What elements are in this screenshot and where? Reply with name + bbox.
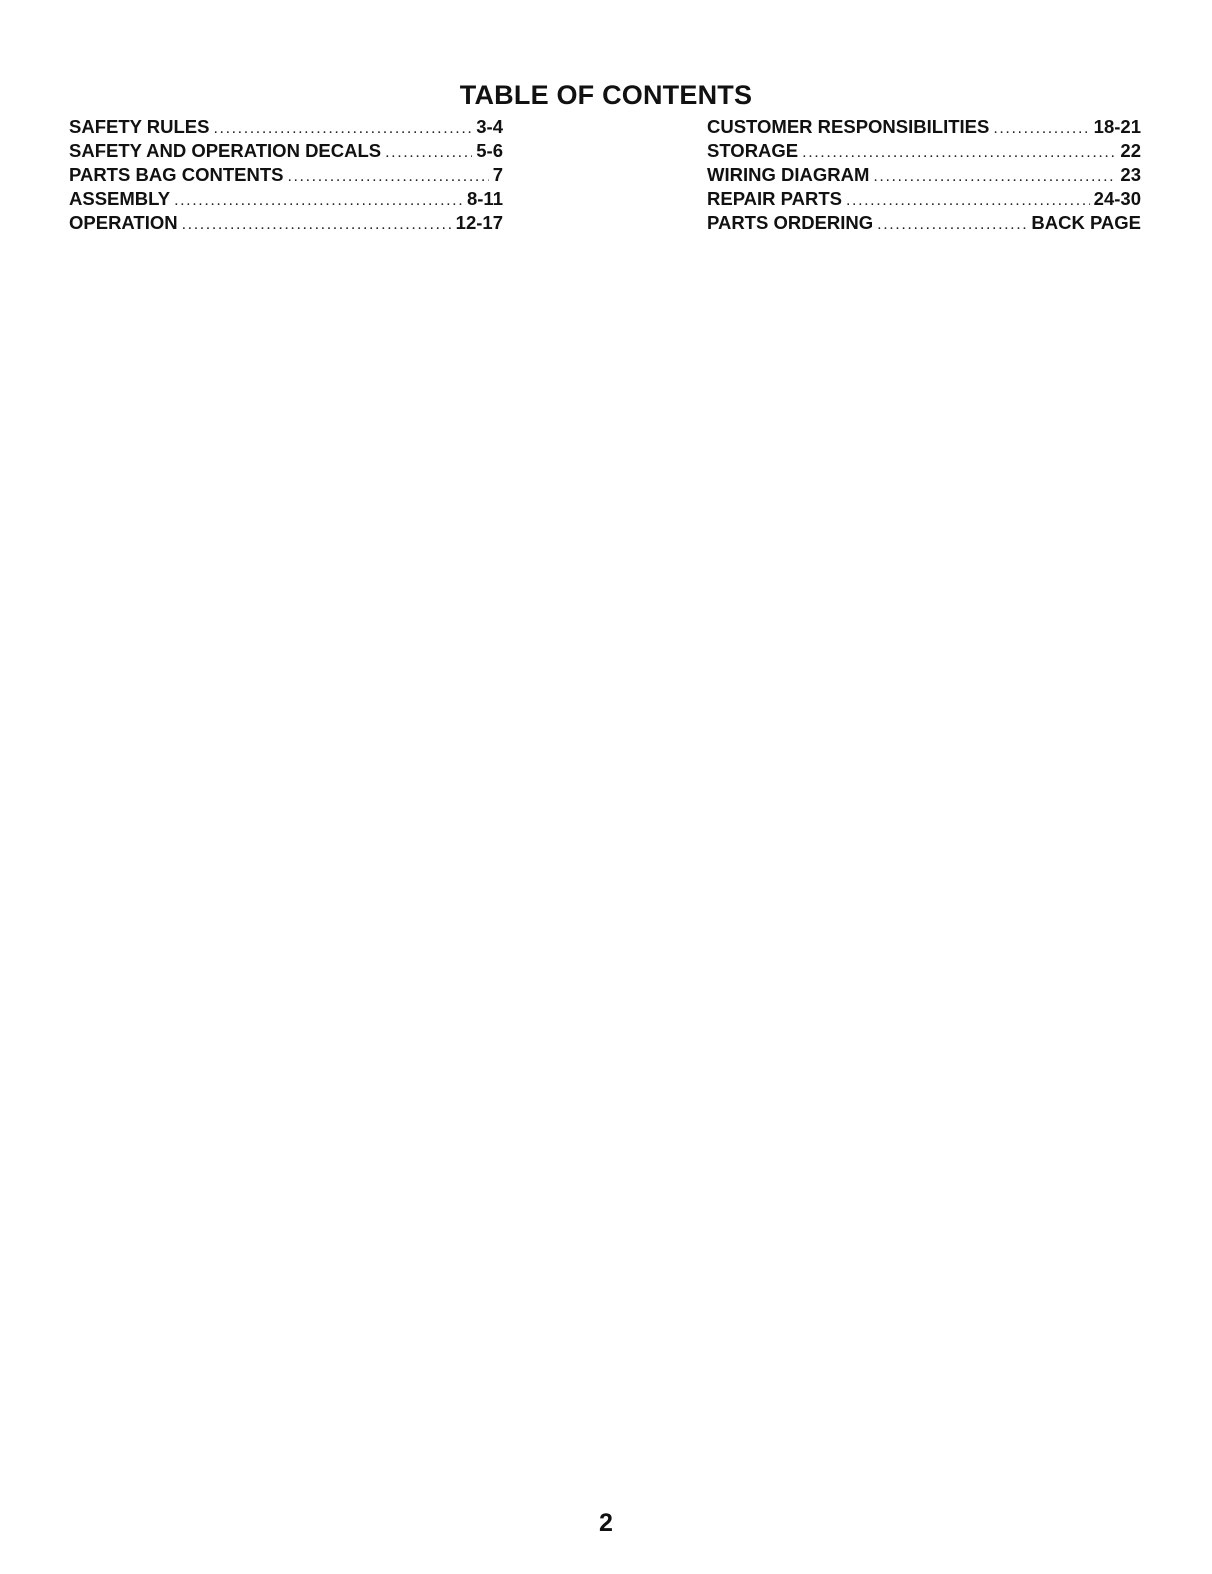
toc-entry[interactable] bbox=[707, 164, 1141, 188]
toc-leader-dots bbox=[846, 192, 1090, 210]
toc-leader-dots bbox=[993, 120, 1089, 138]
toc-entry-label: OPERATION bbox=[69, 212, 178, 233]
toc-entry-label: REPAIR PARTS bbox=[707, 188, 842, 209]
toc-entry-label: STORAGE bbox=[707, 140, 799, 161]
toc-entry[interactable] bbox=[707, 212, 1141, 236]
toc-right-column bbox=[707, 116, 1141, 236]
toc-entry-pages: 23 bbox=[1120, 164, 1141, 185]
toc-entry[interactable] bbox=[69, 188, 503, 212]
toc-leader-dots bbox=[802, 144, 1116, 162]
toc-entry-pages: 24-30 bbox=[1093, 188, 1141, 209]
toc-entry-pages: 3-4 bbox=[476, 116, 503, 137]
toc-entry-pages: 8-11 bbox=[466, 188, 503, 209]
toc-entry[interactable] bbox=[69, 164, 503, 188]
page-number: 2 bbox=[599, 1509, 613, 1537]
toc-entry-label: ASSEMBLY bbox=[69, 188, 171, 209]
toc-entry-label: PARTS ORDERING bbox=[707, 212, 874, 233]
toc-leader-dots bbox=[213, 120, 472, 138]
toc-entry-label: CUSTOMER RESPONSIBILITIES bbox=[707, 116, 990, 137]
toc-leader-dots bbox=[174, 192, 463, 210]
toc-leader-dots bbox=[182, 216, 452, 234]
toc-entry-pages: 7 bbox=[492, 164, 503, 185]
toc-entry-label: SAFETY AND OPERATION DECALS bbox=[69, 140, 382, 161]
toc-entry[interactable] bbox=[707, 188, 1141, 212]
toc-entry[interactable] bbox=[69, 140, 503, 164]
toc-leader-dots bbox=[287, 168, 488, 186]
toc-entry-label: WIRING DIAGRAM bbox=[707, 164, 870, 185]
toc-entry-pages: 22 bbox=[1120, 140, 1141, 161]
toc-entry[interactable] bbox=[707, 140, 1141, 164]
toc-left-column bbox=[69, 116, 503, 236]
toc-entry-pages: 18-21 bbox=[1093, 116, 1141, 137]
toc-entry[interactable] bbox=[69, 212, 503, 236]
toc-entry-label: SAFETY RULES bbox=[69, 116, 210, 137]
toc-entry-pages: 5-6 bbox=[476, 140, 503, 161]
page-title: TABLE OF CONTENTS bbox=[459, 80, 753, 111]
toc-entry[interactable] bbox=[69, 116, 503, 140]
toc-entry-label: PARTS BAG CONTENTS bbox=[69, 164, 284, 185]
toc-entry[interactable] bbox=[707, 116, 1141, 140]
toc-entry-pages: 12-17 bbox=[455, 212, 503, 233]
toc-leader-dots bbox=[385, 144, 472, 162]
toc-entry-pages: BACK PAGE bbox=[1031, 212, 1141, 233]
toc-leader-dots bbox=[873, 168, 1116, 186]
toc-leader-dots bbox=[877, 216, 1027, 234]
